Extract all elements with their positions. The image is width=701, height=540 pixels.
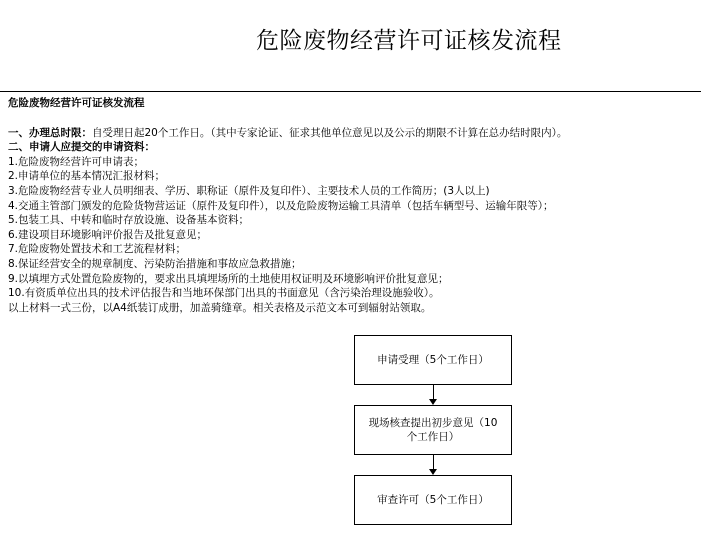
title-divider	[0, 91, 701, 92]
materials-footer-note: 以上材料一式三份，以A4纸装订成册，加盖骑缝章。相关表格及示范文本可到辐射站领取。	[8, 301, 432, 314]
list-item: 7.危险废物处置技术和工艺流程材料；	[8, 243, 187, 256]
flow-connector	[433, 385, 434, 399]
flow-step-label: 审查许可（5个工作日）	[377, 494, 489, 506]
list-item: 9.以填埋方式处置危险废物的，要求出具填埋场所的土地使用权证明及环境影响评价批复意见；	[8, 272, 449, 285]
list-item: 6.建设项目环境影响评价报告及批复意见；	[8, 228, 208, 241]
flow-step-label: 申请受理（5个工作日）	[377, 354, 489, 366]
list-item: 2.申请单位的基本情况汇报材料；	[8, 170, 166, 183]
flow-step-inspection	[354, 405, 512, 455]
time-limit-line	[8, 126, 698, 141]
time-limit-heading: 一、办理总时限：	[8, 126, 92, 139]
list-item: 5.包装工具、中转和临时存放设施、设备基本资料；	[8, 214, 250, 227]
flow-connector	[433, 455, 434, 469]
section-title: 危险废物经营许可证核发流程	[8, 97, 145, 109]
flow-step-approval	[354, 475, 512, 525]
flow-step-application	[354, 335, 512, 385]
page-title: 危险废物经营许可证核发流程	[256, 28, 562, 54]
list-item: 10.有资质单位出具的技术评估报告和当地环保部门出具的书面意见（含污染治理设施验收）。	[8, 287, 440, 300]
list-item: 1.危险废物经营许可申请表；	[8, 155, 145, 168]
list-item: 8.保证经营安全的规章制度、污染防治措施和事故应急救措施；	[8, 257, 302, 270]
list-item: 3.危险废物经营专业人员明细表、学历、职称证（原件及复印件）、主要技术人员的工作简历；(3人以上)	[8, 184, 490, 197]
document-body	[8, 96, 698, 315]
time-limit-text: 自受理日起20个工作日。（其中专家论证、征求其他单位意见以及公示的期限不计算在总办结时限内）。	[92, 126, 568, 139]
flow-step-label: 现场核查提出初步意见（10个工作日）	[368, 417, 498, 443]
list-item: 4.交通主管部门颁发的危险货物营运证（原件及复印件），以及危险废物运输工具清单（包括车辆型号、运输年限等）；	[8, 199, 554, 212]
materials-heading: 二、申请人应提交的申请资料：	[8, 141, 155, 154]
